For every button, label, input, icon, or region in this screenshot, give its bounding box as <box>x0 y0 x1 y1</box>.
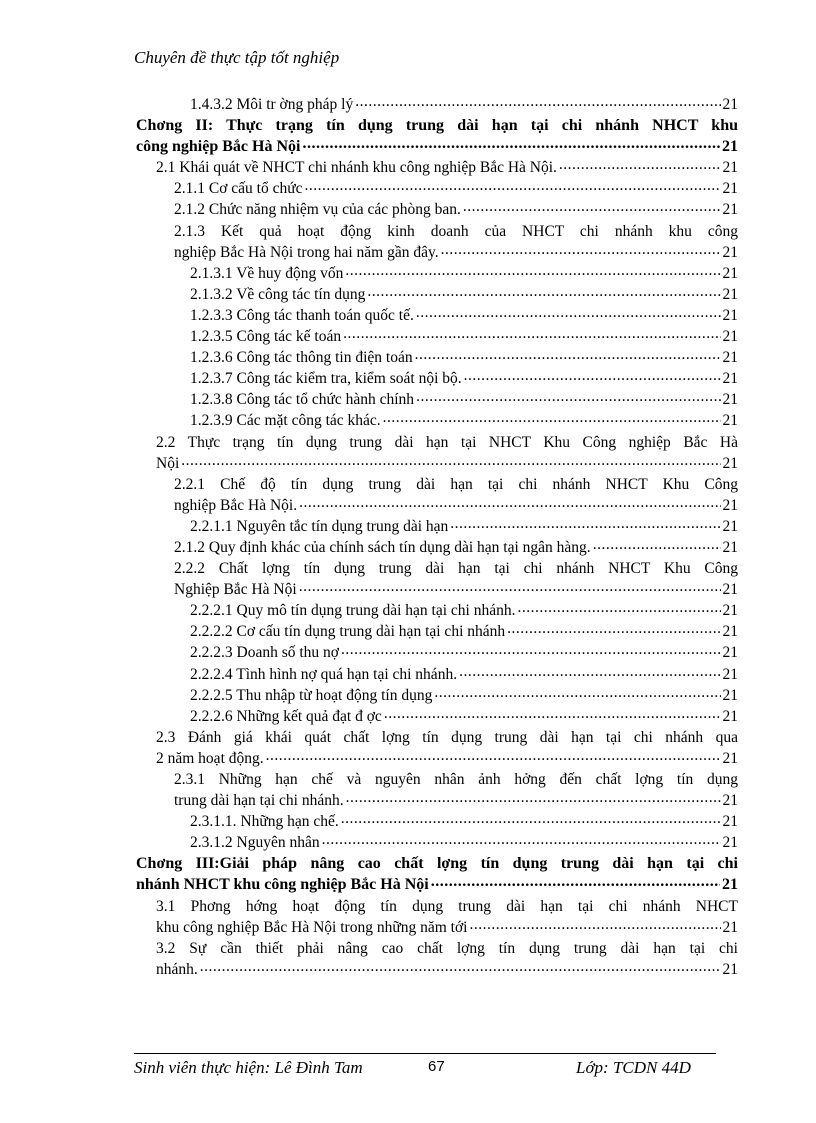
toc-page-number: 21 <box>722 454 738 472</box>
toc-entry <box>136 832 738 853</box>
toc-entry-text: 3.2 Sự cần thiết phải nâng cao chất lợng tín dụng trung dài hạn tại chi <box>156 939 738 957</box>
toc-entry-text: 2.2.2.3 Doanh số thu nợ <box>190 644 339 662</box>
toc-entry-line <box>156 917 738 938</box>
toc-entry-line <box>190 706 738 727</box>
toc-dot-leader <box>343 323 720 344</box>
footer-page-number: 67 <box>428 1058 445 1075</box>
toc-page-number: 21 <box>722 243 738 261</box>
toc-page-number: 21 <box>722 517 738 535</box>
toc-entry-text: 1.2.3.6 Công tác thông tin điện toán <box>190 349 413 367</box>
toc-dot-leader <box>302 133 720 154</box>
toc-page-number: 21 <box>722 918 738 936</box>
toc-page-number: 21 <box>722 201 738 219</box>
toc-dot-leader <box>415 344 721 365</box>
toc-entry-text: 2.2.2.6 Những kết quả đạt đ ợc <box>190 707 382 725</box>
toc-page-number: 21 <box>722 159 738 177</box>
toc-entry-text: 2.2.2.4 Tình hình nợ quá hạn tại chi nhánh. <box>190 665 458 683</box>
toc-entry-text: 2.2.2.1 Quy mô tín dụng trung dài hạn tại chi nhánh. <box>190 602 516 620</box>
toc-chapter-entry <box>136 115 738 157</box>
toc-entry <box>136 221 738 263</box>
toc-page-number: 21 <box>722 707 738 725</box>
toc-entry-text: 2.2.2 Chất lợng tín dụng trung dài hạn tại chi nhánh NHCT Khu Công <box>174 560 738 578</box>
toc-entry <box>136 727 738 769</box>
toc-dot-leader <box>450 513 720 534</box>
toc-entry <box>136 410 738 431</box>
toc-entry-text: 2.1.1 Cơ cấu tổ chức <box>174 180 303 198</box>
toc-entry <box>136 938 738 980</box>
toc-entry-text: nhánh NHCT khu công nghiệp Bắc Hà Nội <box>136 876 429 894</box>
toc-entry-text: 2.2 Thực trạng tín dụng trung dài hạn tại NHCT Khu Công nghiệp Bắc Hà <box>156 433 738 451</box>
toc-entry-text: 2.3.1.1. Những hạn chế. <box>190 813 339 831</box>
toc-dot-leader <box>367 281 720 302</box>
toc-entry-text: 2.1.3 Kết quả hoạt động kinh doanh của NHCT chi nhánh khu công <box>174 222 738 240</box>
toc-entry-text: 2.1 Khái quát về NHCT chi nhánh khu công nghiệp Bắc Hà Nội. <box>156 159 557 177</box>
toc-entry-text: 1.2.3.5 Công tác kế toán <box>190 328 342 346</box>
toc-dot-leader <box>459 661 720 682</box>
footer-divider <box>134 1053 716 1054</box>
toc-entry-text: 2.2.2.5 Thu nhập từ hoạt động tín dụng <box>190 686 433 704</box>
toc-entry <box>136 537 738 558</box>
toc-entry <box>136 474 738 516</box>
toc-page-number: 21 <box>722 876 738 894</box>
toc-entry <box>136 706 738 727</box>
toc-entry-text: 2.1.3.1 Về huy động vốn <box>190 264 344 282</box>
toc-dot-leader <box>434 682 720 703</box>
toc-entry-text: 2.3.1.2 Nguyên nhân <box>190 834 320 852</box>
toc-page-number: 21 <box>722 349 738 367</box>
toc-page-number: 21 <box>722 306 738 324</box>
toc-dot-leader <box>384 703 721 724</box>
toc-entry-text: 2 năm hoạt động. <box>156 749 264 767</box>
toc-entry-text: trung dài hạn tại chi nhánh. <box>174 792 344 810</box>
toc-entry-text: 1.2.3.9 Các mặt công tác khác. <box>190 412 381 430</box>
toc-dot-leader <box>345 260 720 281</box>
toc-dot-leader <box>266 745 721 766</box>
toc-entry <box>136 769 738 811</box>
toc-entry-text: 2.1.3.2 Về công tác tín dụng <box>190 285 366 303</box>
toc-page-number: 21 <box>722 391 738 409</box>
toc-entry-text: 2.1.2 Quy định khác của chính sách tín dụng dài hạn tại ngân hàng. <box>174 538 591 556</box>
toc-entry-text: Chơng II: Thực trạng tín dụng trung dài hạn tại chi nhánh NHCT khu <box>136 117 738 135</box>
toc-page-number: 21 <box>722 644 738 662</box>
toc-page-number: 21 <box>722 581 738 599</box>
toc-entry-text: 2.3.1 Những hạn chế và nguyên nhân ảnh hởng đến chất lợng tín dụng <box>174 771 738 788</box>
toc-page-number: 21 <box>722 538 738 556</box>
toc-dot-leader <box>341 639 721 660</box>
toc-entry-line <box>190 832 738 853</box>
toc-dot-leader <box>463 196 721 217</box>
toc-page-number: 21 <box>722 792 738 810</box>
toc-entry-text: 3.1 Phơng hớng hoạt động tín dụng trung dài hạn tại chi nhánh NHCT <box>156 897 738 915</box>
toc-dot-leader <box>355 91 720 112</box>
toc-chapter-entry <box>136 853 738 895</box>
toc-entry-line <box>156 748 738 769</box>
toc-page-number: 21 <box>722 285 738 303</box>
toc-page-number: 21 <box>722 834 738 852</box>
toc-entry-text: 1.4.3.2 Môi tr ờng pháp lý <box>190 96 354 113</box>
page-header: Chuyên đề thực tập tốt nghiệp <box>134 48 340 67</box>
toc-entry-text: 1.2.3.8 Công tác tổ chức hành chính <box>190 391 415 409</box>
toc-entry-text: nghiệp Bắc Hà Nội. <box>174 496 298 514</box>
toc-entry-text: nhánh. <box>156 960 198 978</box>
toc-entry-text: khu công nghiệp Bắc Hà Nội trong những năm tới <box>156 918 468 936</box>
toc-entry-text: nghiệp Bắc Hà Nội trong hai năm gần đây. <box>174 243 439 261</box>
toc-page-number: 21 <box>722 813 738 831</box>
toc-entry-text: Nội <box>156 454 180 472</box>
toc-dot-leader <box>416 302 721 323</box>
toc-entry-text: công nghiệp Bắc Hà Nội <box>136 138 301 156</box>
toc-page-number: 21 <box>722 960 738 978</box>
toc-dot-leader <box>469 914 720 935</box>
toc-dot-leader <box>200 956 721 977</box>
toc-page-number: 21 <box>722 370 738 388</box>
toc-dot-leader <box>593 534 721 555</box>
toc-dot-leader <box>431 871 720 892</box>
toc-dot-leader <box>507 618 720 639</box>
toc-entry <box>136 199 738 220</box>
toc-entry-text: 2.2.1.1 Nguyên tắc tín dụng trung dài hạn <box>190 517 449 535</box>
table-of-contents <box>136 94 738 980</box>
toc-entry-text: 2.1.2 Chức năng nhiệm vụ của các phòng ban. <box>174 201 461 219</box>
toc-dot-leader <box>383 407 721 428</box>
footer-class: Lớp: TCDN 44D <box>576 1058 691 1077</box>
toc-entry <box>136 896 738 938</box>
toc-entry-text: 2.2.1 Chế độ tín dụng trung dài hạn tại chi nhánh NHCT Khu Công <box>174 475 738 493</box>
toc-entry-line <box>190 94 738 115</box>
toc-dot-leader <box>181 450 720 471</box>
toc-entry-text: 1.2.3.7 Công tác kiểm tra, kiểm soát nội bộ. <box>190 370 462 388</box>
toc-dot-leader <box>346 787 721 808</box>
toc-page-number: 21 <box>722 180 738 198</box>
toc-entry <box>136 558 738 600</box>
toc-dot-leader <box>464 365 721 386</box>
toc-page-number: 21 <box>722 96 738 113</box>
toc-dot-leader <box>559 154 721 175</box>
toc-entry-text: 2.2.2.2 Cơ cấu tín dụng trung dài hạn tại chi nhánh <box>190 623 506 641</box>
toc-entry-line <box>190 410 738 431</box>
toc-entry <box>136 432 738 474</box>
toc-page-number: 21 <box>722 665 738 683</box>
toc-page-number: 21 <box>722 264 738 282</box>
toc-entry-line <box>174 537 738 558</box>
toc-page-number: 21 <box>722 328 738 346</box>
toc-entry-line <box>136 874 738 895</box>
footer-student: Sinh viên thực hiện: Lê Đình Tam <box>134 1058 363 1077</box>
toc-page-number: 21 <box>722 138 738 156</box>
toc-entry-text: Nghiệp Bắc Hà Nội <box>174 581 297 599</box>
toc-dot-leader <box>441 239 721 260</box>
toc-dot-leader <box>517 597 720 618</box>
toc-entry-text: Chơng III:Giải pháp nâng cao chất lợng tín dụng trung dài hạn tại chi <box>136 855 738 873</box>
toc-entry-text: 2.3 Đánh giá khái quát chất lợng tín dụng trung dài hạn tại chi nhánh qua <box>156 728 738 746</box>
toc-dot-leader <box>299 492 720 513</box>
toc-page-number: 21 <box>722 749 738 767</box>
toc-page-number: 21 <box>722 623 738 641</box>
toc-dot-leader <box>341 808 721 829</box>
toc-page-number: 21 <box>722 496 738 514</box>
toc-dot-leader <box>322 829 721 850</box>
toc-page-number: 21 <box>722 602 738 620</box>
toc-page-number: 21 <box>722 412 738 430</box>
toc-page-number: 21 <box>722 686 738 704</box>
toc-dot-leader <box>299 576 721 597</box>
toc-entry-text: 1.2.3.3 Công tác thanh toán quốc tế. <box>190 306 414 324</box>
toc-entry-line <box>156 959 738 980</box>
toc-entry <box>136 94 738 115</box>
toc-entry-line <box>174 199 738 220</box>
toc-dot-leader <box>416 386 720 407</box>
toc-dot-leader <box>305 175 721 196</box>
toc-entry-line <box>156 453 738 474</box>
